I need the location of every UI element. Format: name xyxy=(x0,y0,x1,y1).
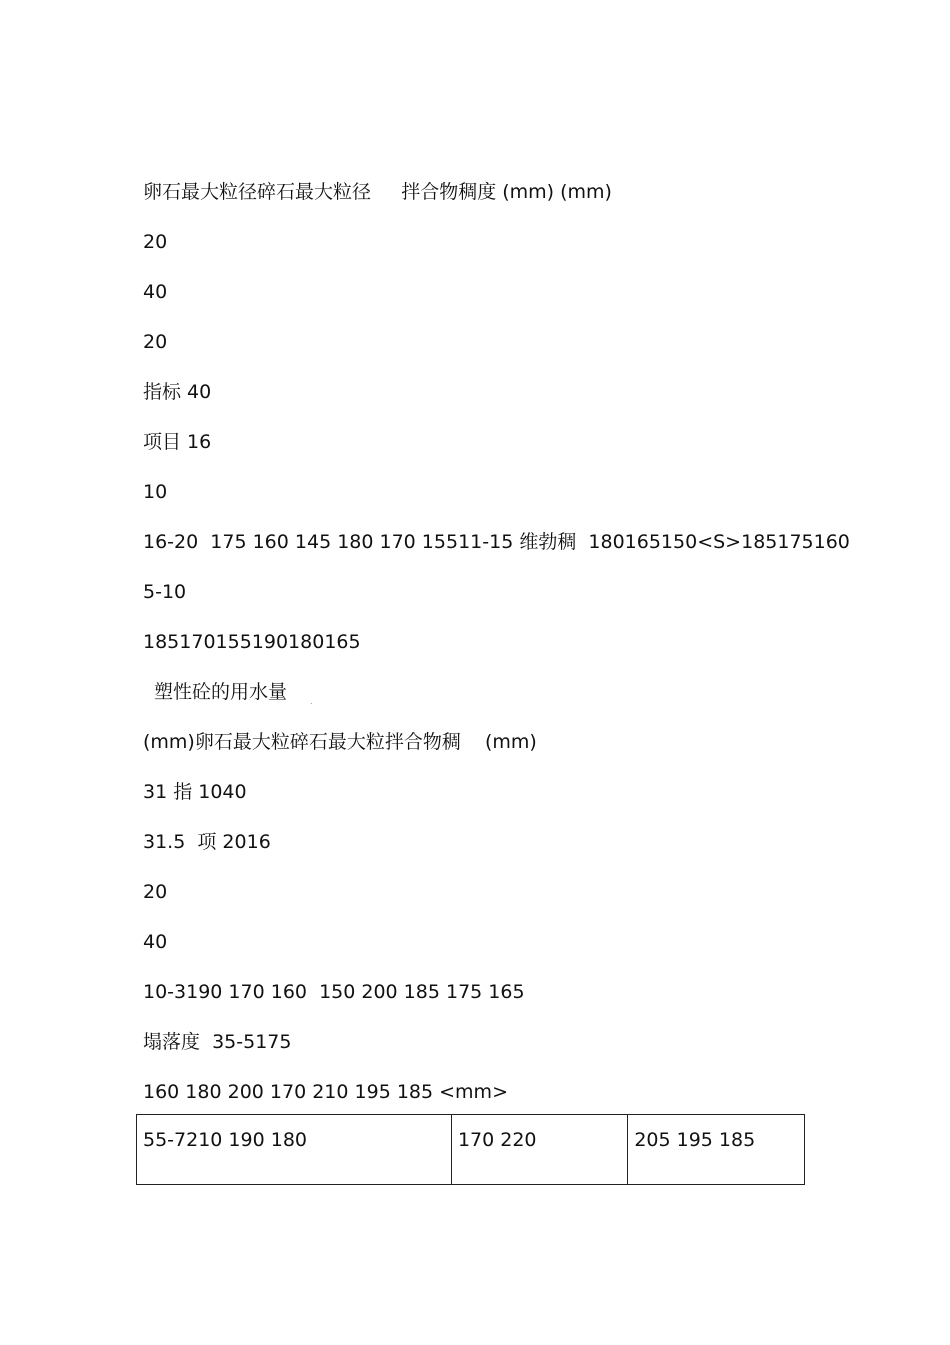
text-line-13: 31 指 1040 xyxy=(143,781,247,803)
text-line-5: 指标 40 xyxy=(143,381,212,403)
table-cell: 170 220 xyxy=(451,1115,627,1185)
text-line-16: 40 xyxy=(143,931,168,953)
table-cell: 205 195 185 xyxy=(628,1115,805,1185)
text-line-10: 185170155190180165 xyxy=(143,631,361,653)
data-table xyxy=(136,1114,805,1185)
text-line-12: (mm)卵石最大粒碎石最大粒拌合物稠 (mm) xyxy=(143,731,537,753)
text-line-14: 31.5 项 2016 xyxy=(143,831,271,853)
text-line-7: 10 xyxy=(143,481,168,503)
text-line-6: 项目 16 xyxy=(143,431,212,453)
stray-mark: . xyxy=(310,697,313,706)
text-line-8: 16-20 175 160 145 180 170 15511-15 维勃稠 180165150<S>185175160 xyxy=(143,531,850,553)
text-line-15: 20 xyxy=(143,881,168,903)
text-line-2: 20 xyxy=(143,231,168,253)
text-line-9: 5-10 xyxy=(143,581,187,603)
section-heading: 塑性砼的用水量 xyxy=(154,681,288,703)
table-row xyxy=(137,1115,805,1185)
table-cell: 55-7210 190 180 xyxy=(137,1115,452,1185)
text-line-19: 160 180 200 170 210 195 185 <mm> xyxy=(143,1081,508,1103)
text-line-18: 塌落度 35-5175 xyxy=(143,1031,292,1053)
text-line-1: 卵石最大粒径碎石最大粒径 拌合物稠度 (mm) (mm) xyxy=(143,181,612,203)
text-line-17: 10-3190 170 160 150 200 185 175 165 xyxy=(143,981,525,1003)
text-line-3: 40 xyxy=(143,281,168,303)
text-line-4: 20 xyxy=(143,331,168,353)
